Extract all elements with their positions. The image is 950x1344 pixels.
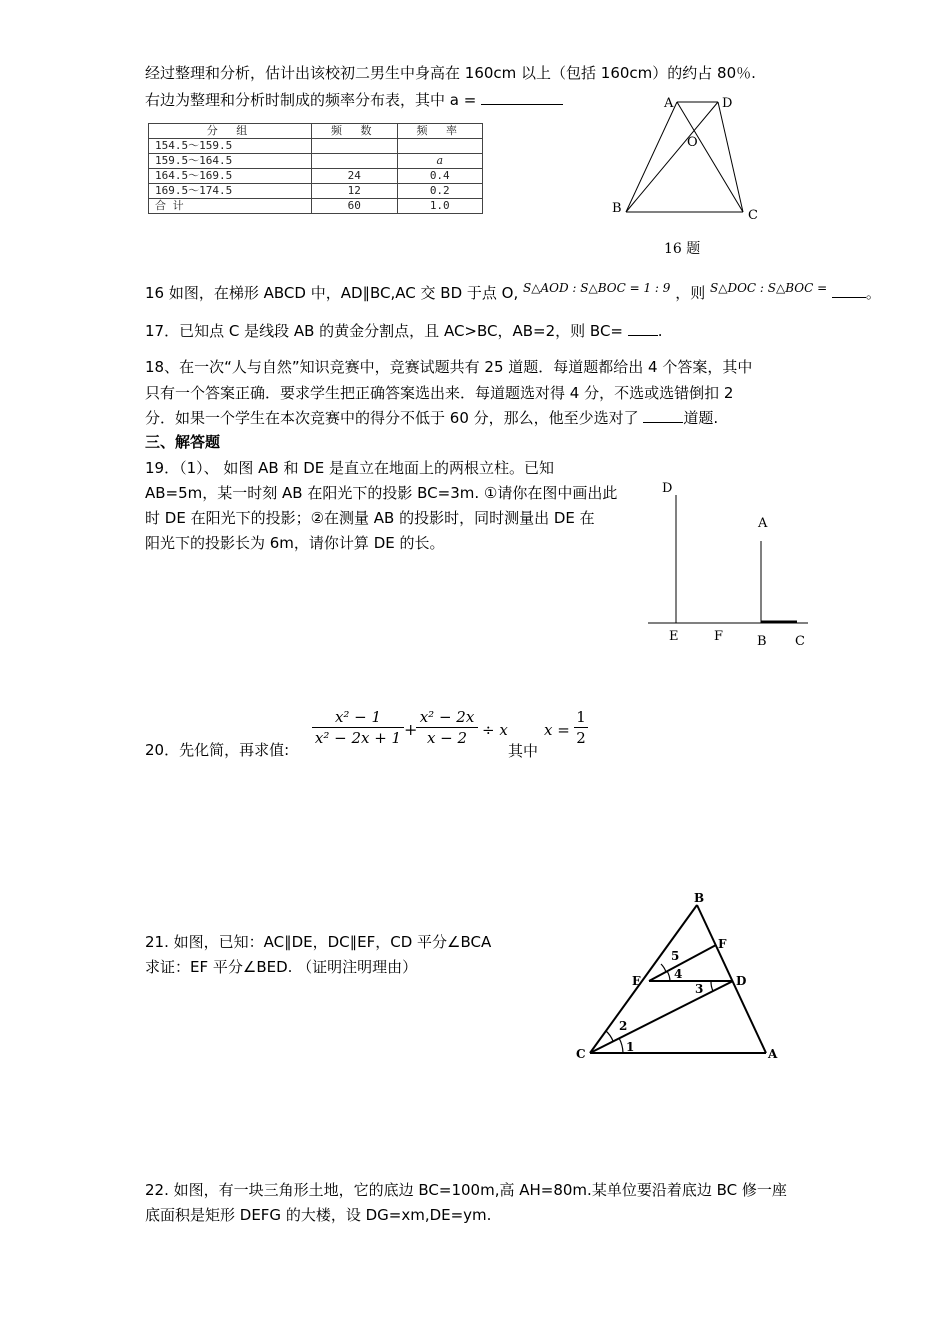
q18-answer-blank <box>643 408 683 423</box>
q18-line1: 18、在一次“人与自然”知识竞赛中，竞赛试题共有 25 道题．每道题都给出 4 个答案，其中 <box>145 358 753 376</box>
q20-prefix: 20．先化简，再求值: <box>145 741 290 759</box>
angle-label-1: 1 <box>626 1040 635 1054</box>
table-row <box>149 199 483 214</box>
q20-where: 其中 <box>508 742 539 760</box>
table-row <box>149 139 483 154</box>
q17-text: 17．已知点 C 是线段 AB 的黄金分割点，且 AC>BC，AB=2，则 BC= <box>145 322 623 340</box>
triangle-figure <box>570 890 785 1070</box>
label-c: C <box>748 208 758 223</box>
angle-arc-1 <box>619 1038 623 1053</box>
label-c: C <box>576 1047 586 1061</box>
label-b: B <box>612 201 622 216</box>
angle-arc-2 <box>606 1031 613 1041</box>
q17-answer-blank <box>628 321 658 336</box>
label-a: A <box>758 516 768 531</box>
fraction-bar <box>312 727 404 728</box>
frequency-table <box>148 123 483 214</box>
label-d: D <box>662 481 673 496</box>
table-cell <box>312 139 398 154</box>
table-header-row <box>149 124 483 139</box>
fraction-bar <box>416 727 478 728</box>
q15-line2-text: 右边为整理和分析时制成的频率分布表，其中 a = <box>145 91 477 109</box>
q16-ratio-given: S△AOD : S△BOC = 1 : 9 <box>523 281 671 295</box>
table-cell: 0.4 <box>397 169 483 184</box>
trapezoid-figure <box>600 88 770 268</box>
label-o: O <box>687 135 698 150</box>
segment-cd <box>590 981 733 1053</box>
fraction-denominator: x² − 2x + 1 <box>314 729 402 747</box>
fraction-denominator: 2 <box>576 729 586 747</box>
q17-line <box>145 321 663 341</box>
label-e: E <box>632 974 642 988</box>
q20-x-fraction <box>574 708 588 747</box>
q22-line2: 底面积是矩形 DEFG 的大楼，设 DG=xm,DE=ym. <box>145 1206 492 1224</box>
table-header: 频 数 <box>312 124 398 139</box>
label-a: A <box>664 96 674 111</box>
label-b: B <box>694 891 705 905</box>
fraction-numerator: x² − 1 <box>334 708 382 726</box>
q19-line1: 19．（1）、 如图 AB 和 DE 是直立在地面上的两根立柱。已知 <box>145 459 555 477</box>
q22-line1: 22. 如图，有一块三角形土地，它的底边 BC=100m,高 AH=80m.某单位要沿着底边 BC 修一座 <box>145 1181 787 1199</box>
q19-line3: 时 DE 在阳光下的投影；②在测量 AB 的投影时，同时测量出 DE 在 <box>145 509 595 527</box>
table-cell: 169.5～174.5 <box>149 184 312 199</box>
fraction-bar <box>574 727 588 728</box>
table-cell: 164.5～169.5 <box>149 169 312 184</box>
side-ba <box>697 905 766 1053</box>
table-cell: 1.0 <box>397 199 483 214</box>
q17-end: . <box>657 322 663 340</box>
table-header: 分 组 <box>149 124 312 139</box>
table-cell: 154.5～159.5 <box>149 139 312 154</box>
table-cell: 合 计 <box>149 199 312 214</box>
q15-line1: 经过整理和分析，估计出该校初二男生中身高在 160cm 以上（包括 160cm）的约占 80％. <box>145 64 756 82</box>
q16-line <box>145 283 881 304</box>
diagonal-bd <box>626 102 718 212</box>
q16-answer-blank <box>832 283 866 298</box>
segment-dc <box>718 102 743 212</box>
label-c: C <box>795 634 805 649</box>
angle-arc-3 <box>711 981 713 991</box>
label-f: F <box>714 629 724 644</box>
q20-fraction-2 <box>416 708 478 747</box>
figure-caption: 16 题 <box>664 241 701 257</box>
q16-end: 。 <box>865 284 881 302</box>
label-f: F <box>718 937 727 951</box>
pillars-figure <box>640 475 815 655</box>
q19-line4: 阳光下的投影长为 6m，请你计算 DE 的长。 <box>145 534 445 552</box>
q18-line3-text: 分．如果一个学生在本次竞赛中的得分不低于 60 分，那么，他至少选对了 <box>145 409 639 427</box>
q16-text: 16 如图，在梯形 ABCD 中，AD∥BC,AC 交 BD 于点 O, <box>145 284 519 302</box>
label-b: B <box>757 634 767 649</box>
label-a: A <box>768 1047 778 1061</box>
table-cell: 24 <box>312 169 398 184</box>
table-cell: 60 <box>312 199 398 214</box>
diagonal-ac <box>677 102 743 212</box>
segment-ef <box>649 945 716 981</box>
q15-line2 <box>145 90 563 110</box>
angle-label-5: 5 <box>671 949 680 963</box>
q20-divide: ÷ x <box>482 721 508 739</box>
fraction-numerator: 1 <box>576 708 586 726</box>
q18-line3-end: 道题. <box>683 409 719 427</box>
table-cell <box>312 154 398 169</box>
table-cell <box>397 139 483 154</box>
q15-answer-blank <box>481 90 563 105</box>
q16-then: ，则 <box>675 284 706 302</box>
angle-label-3: 3 <box>695 982 704 996</box>
table-row <box>149 184 483 199</box>
q20-plus: + <box>404 720 418 739</box>
q16-ratio-ask: S△DOC : S△BOC = <box>710 281 828 295</box>
fraction-numerator: x² − 2x <box>419 708 475 726</box>
table-cell: a <box>397 154 483 169</box>
angle-label-4: 4 <box>674 967 683 981</box>
label-d: D <box>736 974 747 988</box>
q18-line3 <box>145 408 718 428</box>
q20-x-eq: x = <box>544 721 570 739</box>
fraction-denominator: x − 2 <box>426 729 468 747</box>
table-cell: 12 <box>312 184 398 199</box>
label-e: E <box>669 629 679 644</box>
q21-line2: 求证：EF 平分∠BED. （证明注明理由） <box>145 958 418 976</box>
angle-arc-5 <box>661 964 666 972</box>
label-d: D <box>722 96 733 111</box>
angle-arc-4 <box>667 971 670 981</box>
q21-line1: 21. 如图，已知：AC∥DE，DC∥EF，CD 平分∠BCA <box>145 933 492 951</box>
q18-line2: 只有一个答案正确．要求学生把正确答案选出来．每道题选对得 4 分，不选或选错倒扣 2 <box>145 384 734 402</box>
q19-line2: AB=5m，某一时刻 AB 在阳光下的投影 BC=3m. ①请你在图中画出此 <box>145 484 618 502</box>
segment-ab <box>626 102 677 212</box>
table-row <box>149 154 483 169</box>
angle-label-2: 2 <box>619 1019 628 1033</box>
table-cell: 159.5～164.5 <box>149 154 312 169</box>
q20-fraction-1 <box>312 708 404 747</box>
table-row <box>149 169 483 184</box>
table-header: 频 率 <box>397 124 483 139</box>
section-title: 三、解答题 <box>145 433 221 451</box>
table-cell: 0.2 <box>397 184 483 199</box>
